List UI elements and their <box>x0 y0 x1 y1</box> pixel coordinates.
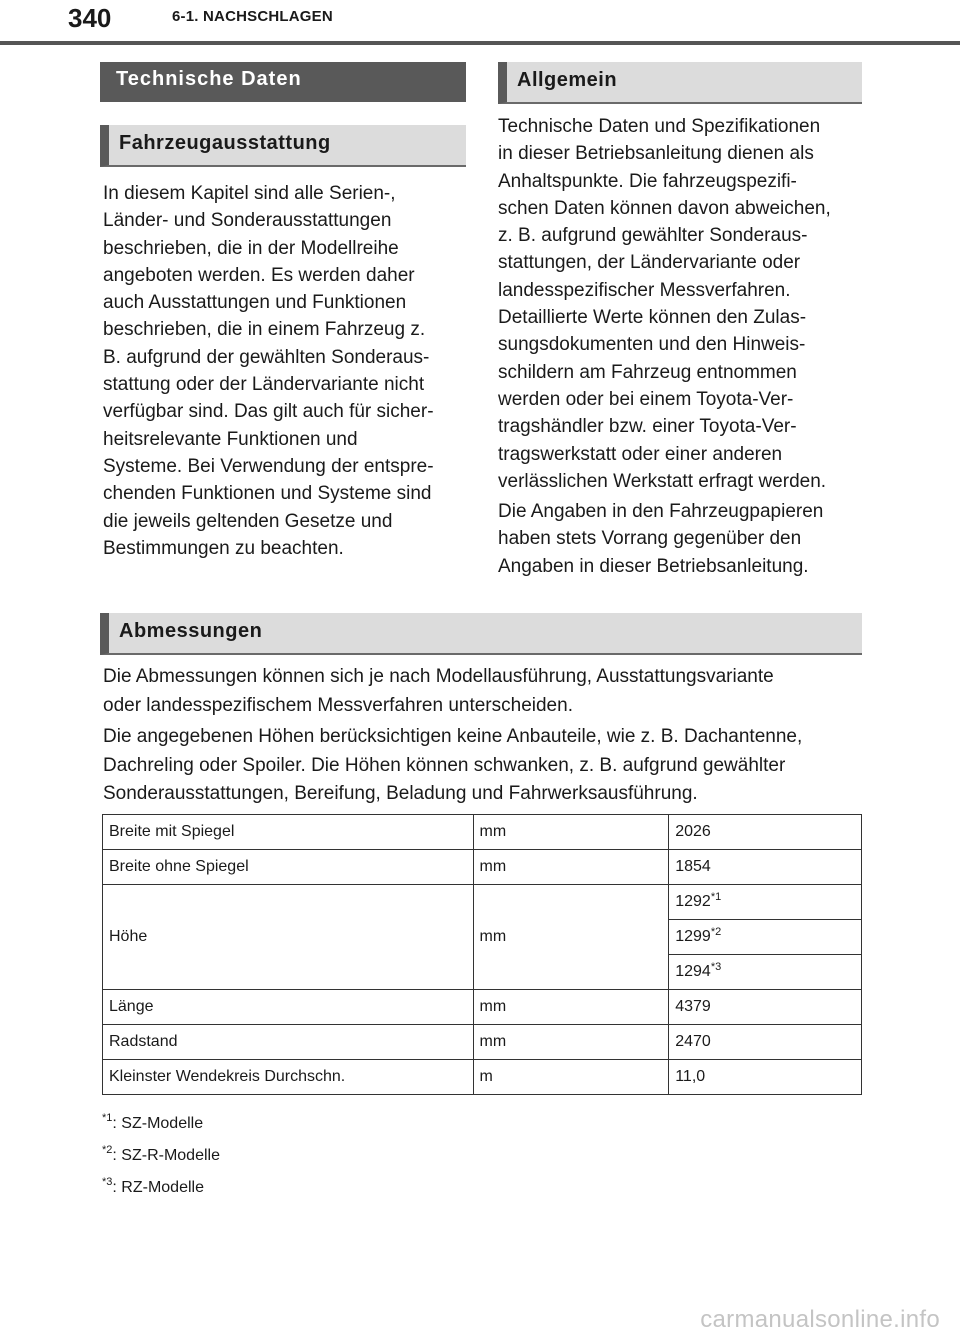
heading-fahrzeugausstattung: Fahrzeugausstattung <box>100 125 466 167</box>
footnote-text: : SZ-Modelle <box>112 1115 204 1132</box>
table-cell-label: Breite mit Spiegel <box>103 815 474 850</box>
text-line: in dieser Betriebsanleitung dienen als <box>498 143 814 165</box>
text-line: Angaben in dieser Betriebsanleitung. <box>498 555 809 577</box>
table-row <box>103 1060 862 1095</box>
dimensions-table <box>102 814 862 1095</box>
text-line: verfügbar sind. Das gilt auch für sicher- <box>103 401 434 423</box>
footnote-ref: *3 <box>710 961 722 973</box>
watermark: carmanualsonline.info <box>700 1306 940 1333</box>
text-line: oder landesspezifischem Messverfahren unterscheiden. <box>103 694 573 716</box>
footnote-text: : RZ-Modelle <box>112 1179 204 1196</box>
table-row <box>103 1025 862 1060</box>
table-cell-unit: mm <box>473 990 669 1025</box>
text-line: stattung oder der Ländervariante nicht <box>103 374 425 396</box>
height-value: 1299 <box>675 928 711 945</box>
text-line: Sonderausstattungen, Bereifung, Beladung und Fahrwerksausführung. <box>103 783 698 804</box>
table-cell-unit: mm <box>473 850 669 885</box>
page-number: 340 <box>68 3 112 33</box>
table-row <box>103 850 862 885</box>
table-row <box>103 815 862 850</box>
text-line: auch Ausstattungen und Funktionen <box>103 292 407 314</box>
text-line: Die angegebenen Höhen berücksichtigen keine Anbauteile, wie z. B. Dachantenne, <box>103 726 803 747</box>
table-cell-value: 2470 <box>669 1025 862 1060</box>
text-line: stattungen, der Ländervariante oder <box>498 252 801 274</box>
header-divider <box>0 41 960 45</box>
footnote-mark: *1 <box>102 1112 113 1124</box>
chapter-heading: Technische Daten <box>100 62 466 102</box>
table-cell-value: 4379 <box>669 990 862 1025</box>
text-line: In diesem Kapitel sind alle Serien-, <box>103 183 396 204</box>
table-cell-value <box>669 955 862 990</box>
table-cell-label: Länge <box>103 990 474 1025</box>
table-cell-unit: mm <box>473 885 669 990</box>
table-cell-value: 11,0 <box>669 1060 862 1095</box>
table-cell-value: 2026 <box>669 815 862 850</box>
table-cell-label: Höhe <box>103 885 474 990</box>
footnote <box>102 1172 220 1204</box>
footnote-mark: *2 <box>102 1144 113 1156</box>
text-line: tragswerkstatt oder einer anderen <box>498 443 783 465</box>
text-line: Anhaltspunkte. Die fahrzeugspezifi- <box>498 170 797 192</box>
text-line: B. aufgrund der gewählten Sonderaus- <box>103 346 430 368</box>
text-line: heitsrelevante Funktionen und <box>103 428 358 450</box>
table-cell-unit: mm <box>473 1025 669 1060</box>
footnote-ref: *1 <box>710 891 722 903</box>
text-line: Dachreling oder Spoiler. Die Höhen können schwanken, z. B. aufgrund gewählter <box>103 754 786 776</box>
table-row <box>103 885 862 920</box>
text-line: schen Daten können davon abweichen, <box>498 197 831 219</box>
paragraph-abmessungen-1 <box>103 663 863 720</box>
text-line: schildern am Fahrzeug entnommen <box>498 361 797 383</box>
table-cell-label: Breite ohne Spiegel <box>103 850 474 885</box>
table-cell-label: Radstand <box>103 1025 474 1060</box>
text-line: werden oder bei einem Toyota-Ver- <box>498 388 794 410</box>
text-line: Systeme. Bei Verwendung der entspre- <box>103 455 434 477</box>
table-cell-unit: m <box>473 1060 669 1095</box>
text-line: sungsdokumenten und den Hinweis- <box>498 334 806 356</box>
footnotes <box>102 1108 220 1204</box>
footnote <box>102 1108 220 1140</box>
footnote-mark: *3 <box>102 1176 113 1188</box>
height-value: 1294 <box>675 963 711 980</box>
text-line: Detaillierte Werte können den Zulas- <box>498 307 807 329</box>
heading-abmessungen: Abmessungen <box>100 613 862 655</box>
section-label: 6-1. NACHSCHLAGEN <box>172 8 333 25</box>
paragraph-allgemein-1 <box>498 113 862 495</box>
table-row <box>103 990 862 1025</box>
text-line: chenden Funktionen und Systeme sind <box>103 483 432 505</box>
text-line: Die Abmessungen können sich je nach Modellausführung, Ausstattungsvariante <box>103 666 774 687</box>
table-cell-value <box>669 920 862 955</box>
text-line: Technische Daten und Spezifikationen <box>498 116 821 137</box>
table-cell-value <box>669 885 862 920</box>
footnote-text: : SZ-R-Modelle <box>112 1147 220 1164</box>
paragraph-abmessungen-2 <box>103 723 863 809</box>
text-line: verlässlichen Werkstatt erfragt werden. <box>498 470 827 492</box>
text-line: z. B. aufgrund gewählter Sonderaus- <box>498 225 808 247</box>
text-line: landesspezifischer Messverfahren. <box>498 279 791 301</box>
text-line: angeboten werden. Es werden daher <box>103 264 415 286</box>
table-cell-unit: mm <box>473 815 669 850</box>
table-cell-value: 1854 <box>669 850 862 885</box>
text-line: Länder- und Sonderausstattungen <box>103 210 392 232</box>
text-line: haben stets Vorrang gegenüber den <box>498 528 802 550</box>
text-line: beschrieben, die in einem Fahrzeug z. <box>103 319 426 341</box>
footnote <box>102 1140 220 1172</box>
text-line: Die Angaben in den Fahrzeugpapieren <box>498 501 824 522</box>
paragraph-allgemein-2 <box>498 498 862 580</box>
paragraph-fahrzeugausstattung <box>103 180 468 562</box>
footnote-ref: *2 <box>710 926 722 938</box>
text-line: beschrieben, die in der Modellreihe <box>103 237 399 259</box>
table-cell-label: Kleinster Wendekreis Durchschn. <box>103 1060 474 1095</box>
text-line: Bestimmungen zu beachten. <box>103 537 344 559</box>
text-line: tragshändler bzw. einer Toyota-Ver- <box>498 416 797 438</box>
text-line: die jeweils geltenden Gesetze und <box>103 510 393 532</box>
heading-allgemein: Allgemein <box>498 62 862 104</box>
height-value: 1292 <box>675 893 711 910</box>
